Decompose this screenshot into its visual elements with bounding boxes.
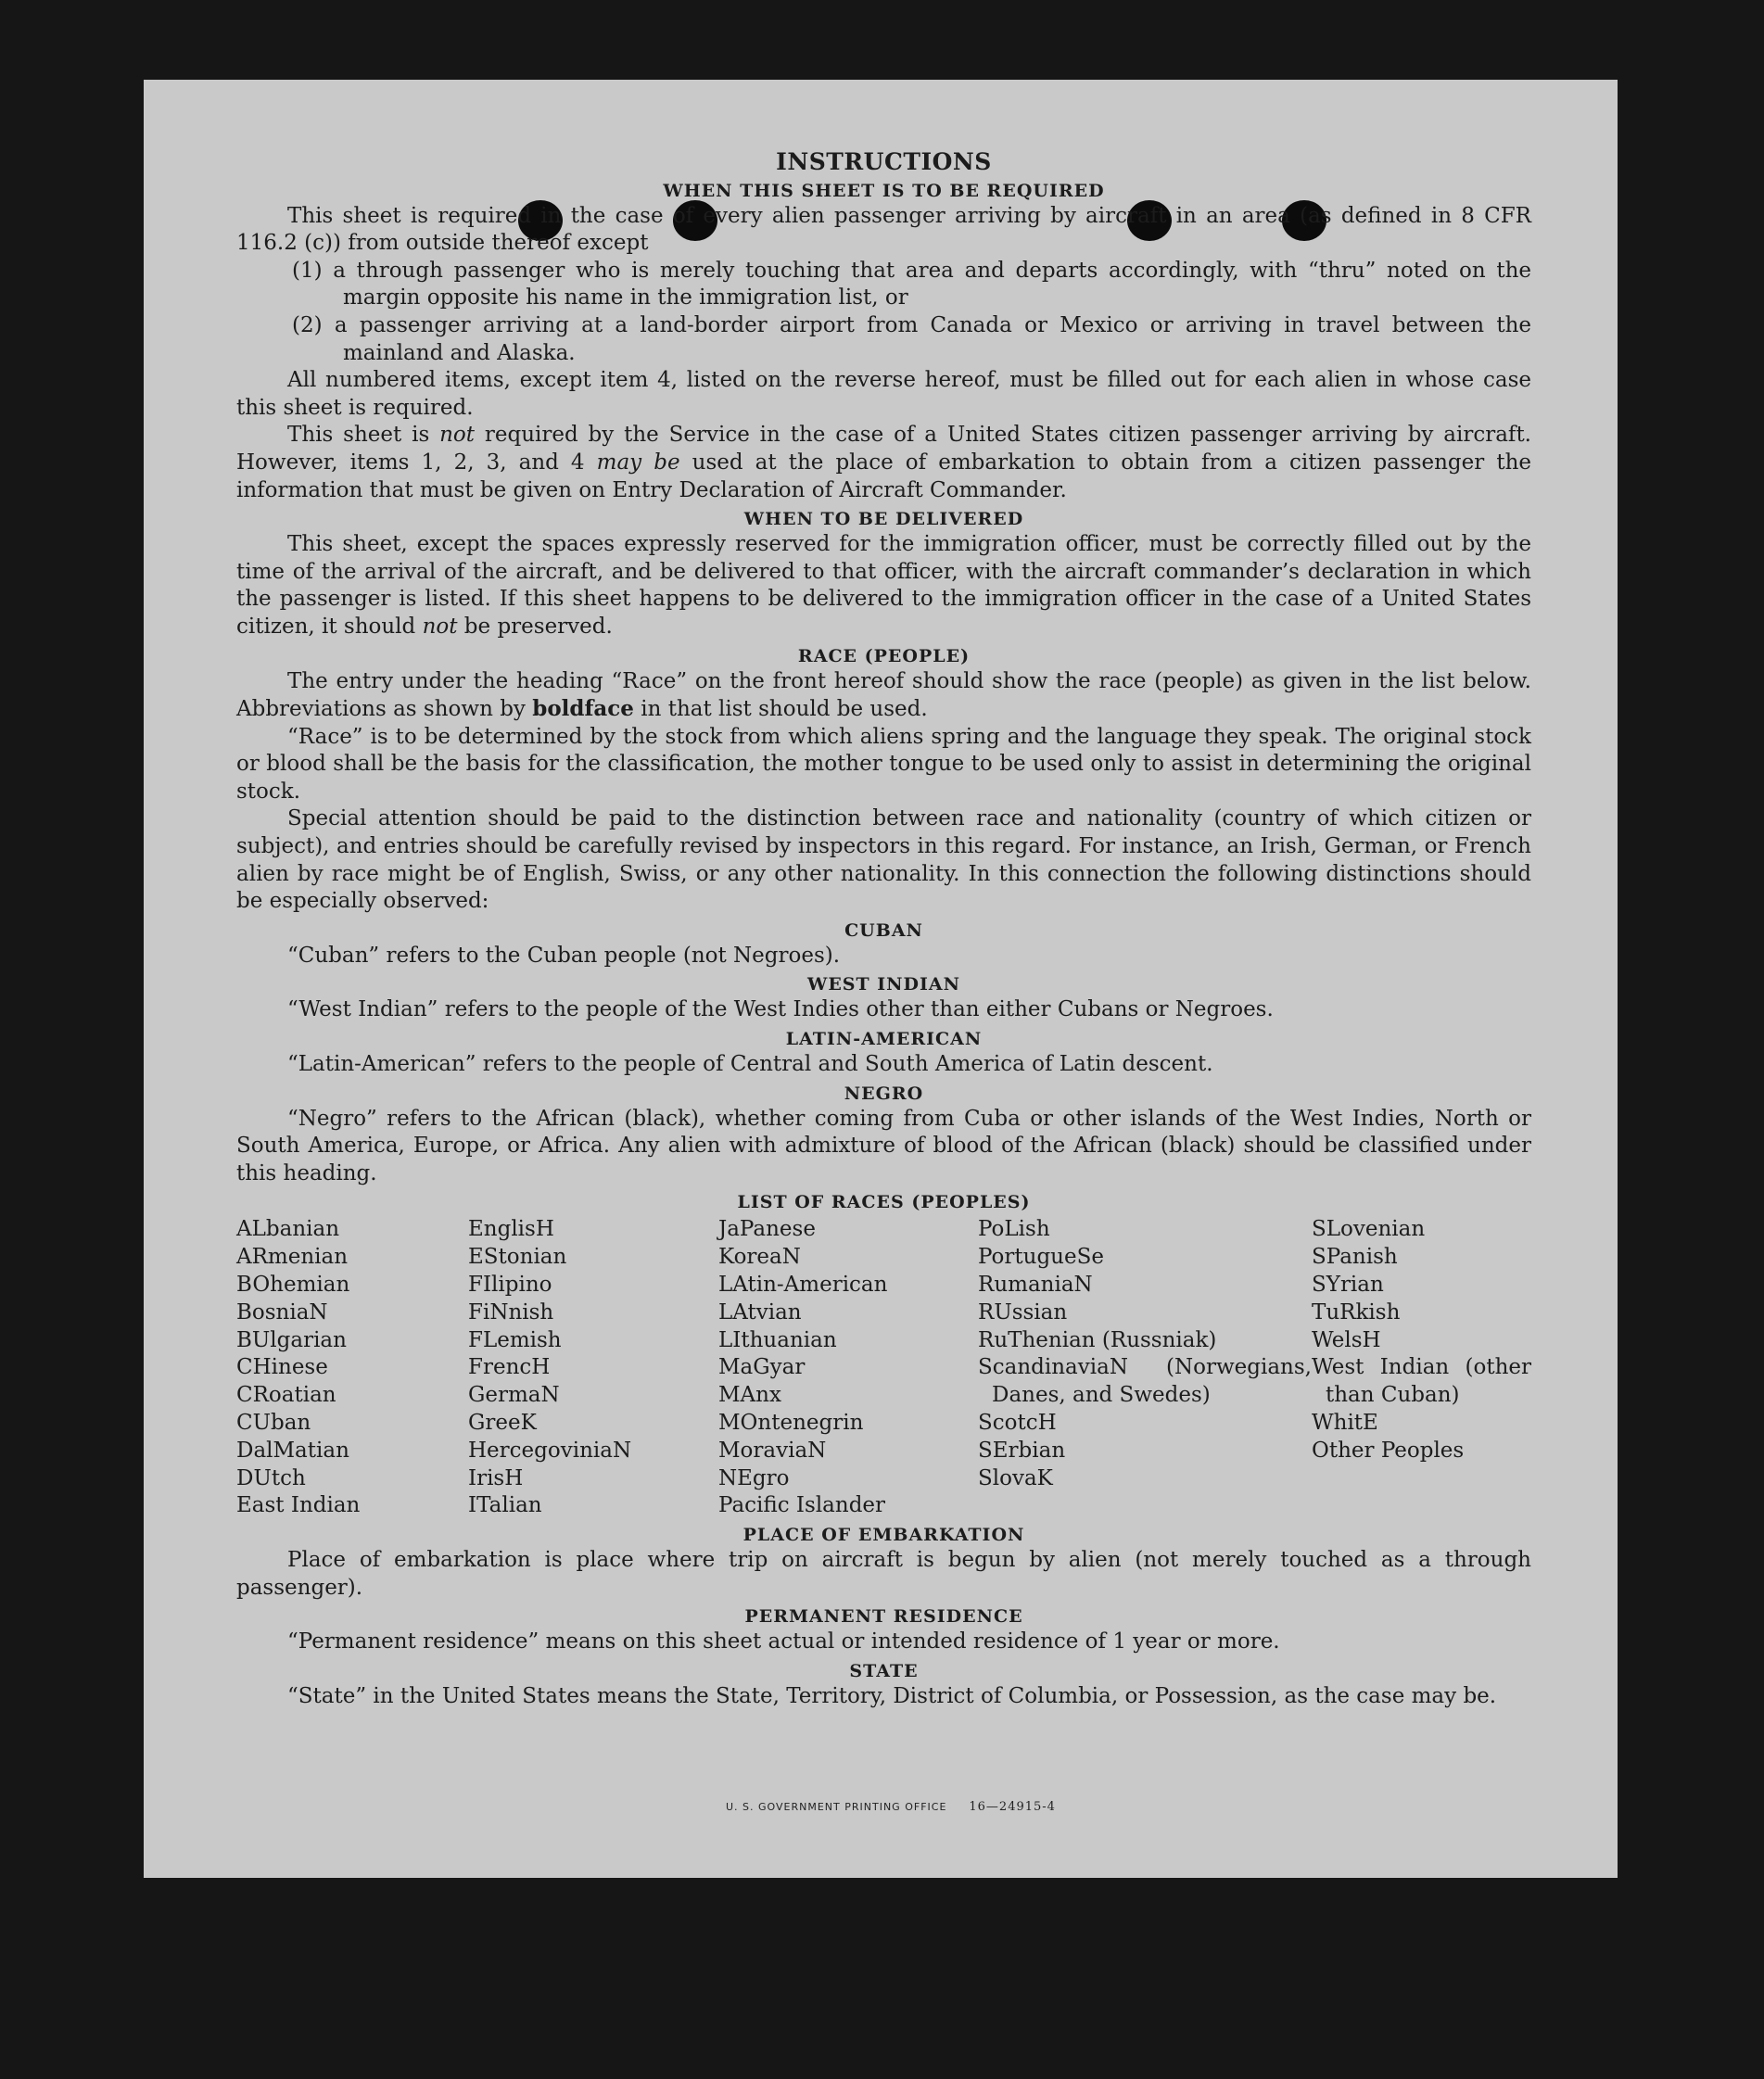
paragraph: All numbered items, except item 4, listed on the reverse hereof, must be filled out for each alien in whose case this sheet is required. bbox=[236, 368, 1531, 420]
section-heading: LIST OF RACES (PEOPLES) bbox=[737, 1192, 1031, 1213]
races-list bbox=[236, 1216, 1531, 1520]
section-heading: WEST INDIAN bbox=[806, 974, 961, 995]
bold-text: boldface bbox=[532, 696, 634, 722]
paragraph: Place of embarkation is place where trip on aircraft is begun by alien (not merely touched as a through passenger). bbox=[236, 1548, 1531, 1600]
race-item: ScandinaviaN (Norwegians, Danes, and Swedes) bbox=[978, 1355, 1312, 1408]
paragraph: “Race” is to be determined by the stock from which aliens spring and the language they speak. The original stock or blood shall be the basis for the classification, the mother tongue to be used only to assist in determining the original stock. bbox=[236, 724, 1531, 804]
text: in that list should be used. bbox=[633, 697, 928, 722]
race-item: DUtch bbox=[236, 1465, 306, 1490]
races-column bbox=[468, 1216, 718, 1520]
race-item: PortugueSe bbox=[978, 1245, 1104, 1270]
race-item: Other Peoples bbox=[1312, 1438, 1465, 1463]
page-title: INSTRUCTIONS bbox=[776, 148, 992, 175]
race-item: FiNnish bbox=[468, 1299, 554, 1325]
section-heading: PLACE OF EMBARKATION bbox=[742, 1525, 1025, 1546]
race-item: WhitE bbox=[1312, 1410, 1378, 1435]
printer-imprint bbox=[726, 1800, 1056, 1814]
text: This sheet, except the spaces expressly reserved for the immigration officer, must be correctly filled out by the time of the arrival of the aircraft, and be delivered to that officer, with the aircraft commander’s declaration in which the passenger is listed. If this sheet happens to be delivered to the immigration officer in the case of a United States citizen, it should bbox=[236, 532, 1531, 639]
race-item: EnglisH bbox=[468, 1217, 554, 1242]
race-item: CHinese bbox=[236, 1355, 328, 1380]
races-column bbox=[236, 1216, 468, 1520]
section-heading: STATE bbox=[849, 1660, 919, 1681]
emphasis: not bbox=[422, 614, 458, 639]
section-heading: WHEN TO BE DELIVERED bbox=[743, 509, 1024, 530]
paragraph: “Permanent residence” means on this sheet actual or intended residence of 1 year or more. bbox=[287, 1629, 1280, 1654]
form-number: 16—24915-4 bbox=[969, 1800, 1056, 1814]
race-item: SYrian bbox=[1312, 1273, 1384, 1297]
race-item: IrisH bbox=[468, 1465, 524, 1490]
race-item: SlovaK bbox=[978, 1465, 1053, 1490]
paragraph: Special attention should be paid to the distinction between race and nationality (country of which citizen or subject), and entries should be carefully revised by inspectors in this regard. For instance, an Irish, German, or French alien by race might be of English, Swiss, or any other nationality. In this connection the following distinctions should be especially observed: bbox=[236, 806, 1531, 914]
race-item: JaPanese bbox=[718, 1217, 816, 1242]
race-item: BosniaN bbox=[236, 1299, 328, 1325]
instructions-body bbox=[236, 146, 1531, 1711]
race-item: ALbanian bbox=[236, 1217, 340, 1242]
text: The entry under the heading “Race” on the front hereof should show the race (people) as given in the list below. Abbreviations as shown by bbox=[236, 668, 1531, 722]
section-heading: WHEN THIS SHEET IS TO BE REQUIRED bbox=[663, 180, 1105, 201]
race-item: SPanish bbox=[1312, 1245, 1398, 1270]
race-item: FrencH bbox=[468, 1355, 551, 1380]
text: This sheet is bbox=[287, 423, 440, 448]
race-item: SErbian bbox=[978, 1438, 1066, 1463]
emphasis: not bbox=[439, 423, 476, 448]
paragraph bbox=[236, 422, 1531, 504]
race-item: FLemish bbox=[468, 1327, 562, 1352]
race-item: BOhemian bbox=[236, 1273, 350, 1297]
section-heading: RACE (PEOPLE) bbox=[797, 645, 971, 666]
race-item: SLovenian bbox=[1312, 1217, 1426, 1242]
race-item: RumaniaN bbox=[978, 1273, 1093, 1297]
race-item: MaGyar bbox=[718, 1355, 806, 1380]
race-item: CUban bbox=[236, 1410, 311, 1435]
text: be preserved. bbox=[457, 614, 613, 639]
race-item: RuThenian (Russniak) bbox=[978, 1327, 1217, 1352]
paragraph bbox=[236, 531, 1531, 640]
section-heading: CUBAN bbox=[844, 919, 923, 941]
printer-name: U. S. GOVERNMENT PRINTING OFFICE bbox=[726, 1801, 947, 1813]
emphasis: may be bbox=[596, 450, 680, 475]
race-item: GreeK bbox=[468, 1410, 537, 1435]
race-item: BUlgarian bbox=[236, 1327, 347, 1352]
race-item: DalMatian bbox=[236, 1438, 349, 1463]
text: used at the place of embarkation to obtain from a citizen passenger the information that must be given on Entry Declaration of Aircraft Commander. bbox=[236, 450, 1531, 502]
race-item: HercegoviniaN bbox=[468, 1438, 632, 1463]
race-item: Pacific Islander bbox=[718, 1493, 886, 1518]
race-item: MOntenegrin bbox=[718, 1410, 864, 1435]
race-item: LAtin-American bbox=[718, 1273, 888, 1297]
paragraph: “State” in the United States means the State, Territory, District of Columbia, or Possession, as the case may be. bbox=[287, 1683, 1497, 1708]
race-item: West Indian (other than Cuban) bbox=[1312, 1355, 1531, 1408]
races-column bbox=[1312, 1216, 1531, 1520]
race-item: EStonian bbox=[468, 1245, 567, 1270]
race-item: LAtvian bbox=[718, 1299, 802, 1325]
paragraph: “Cuban” refers to the Cuban people (not Negroes). bbox=[287, 943, 841, 968]
list-item: (1) a through passenger who is merely touching that area and departs accordingly, with “thru” noted on the margin opposite his name in the immigration list, or bbox=[292, 258, 1531, 311]
list-item: (2) a passenger arriving at a land-border airport from Canada or Mexico or arriving in travel between the mainland and Alaska. bbox=[292, 312, 1531, 365]
race-item: NEgro bbox=[718, 1465, 790, 1490]
section-heading: NEGRO bbox=[844, 1083, 924, 1104]
race-item: MAnx bbox=[718, 1383, 781, 1408]
race-item: LIthuanian bbox=[718, 1327, 837, 1352]
race-item: RUssian bbox=[978, 1299, 1068, 1325]
text: required by the Service in the case of a United States citizen passenger arriving by aircraft. However, items 1, 2, 3, and 4 bbox=[236, 423, 1531, 475]
race-item: PoLish bbox=[978, 1217, 1050, 1242]
race-item: WelsH bbox=[1312, 1327, 1381, 1352]
race-item: GermaN bbox=[468, 1383, 560, 1408]
race-item: ITalian bbox=[468, 1493, 542, 1518]
race-item: East Indian bbox=[236, 1493, 361, 1518]
race-item: ARmenian bbox=[236, 1245, 349, 1270]
race-item: TuRkish bbox=[1312, 1299, 1401, 1325]
race-item: CRoatian bbox=[236, 1383, 336, 1408]
races-column bbox=[718, 1216, 978, 1520]
races-column bbox=[978, 1216, 1312, 1520]
race-item: MoraviaN bbox=[718, 1438, 827, 1463]
paragraph: “Latin-American” refers to the people of Central and South America of Latin descent. bbox=[287, 1052, 1213, 1077]
paragraph: “Negro” refers to the African (black), whether coming from Cuba or other islands of the West Indies, North or South America, Europe, or Africa. Any alien with admixture of blood of the African (black) should be classified under this heading. bbox=[236, 1106, 1531, 1185]
section-heading: PERMANENT RESIDENCE bbox=[744, 1606, 1023, 1628]
paragraph bbox=[236, 668, 1531, 724]
paragraph: This sheet is required in the case of every alien passenger arriving by aircraft in an area (as defined in 8 CFR 116.2 (c)) from outside thereof except bbox=[236, 203, 1531, 256]
section-heading: LATIN-AMERICAN bbox=[785, 1029, 983, 1050]
race-item: ScotcH bbox=[978, 1410, 1057, 1435]
race-item: FIlipino bbox=[468, 1273, 552, 1297]
race-item: KoreaN bbox=[718, 1245, 801, 1270]
paragraph: “West Indian” refers to the people of the West Indies other than either Cubans or Negroes. bbox=[287, 997, 1274, 1022]
